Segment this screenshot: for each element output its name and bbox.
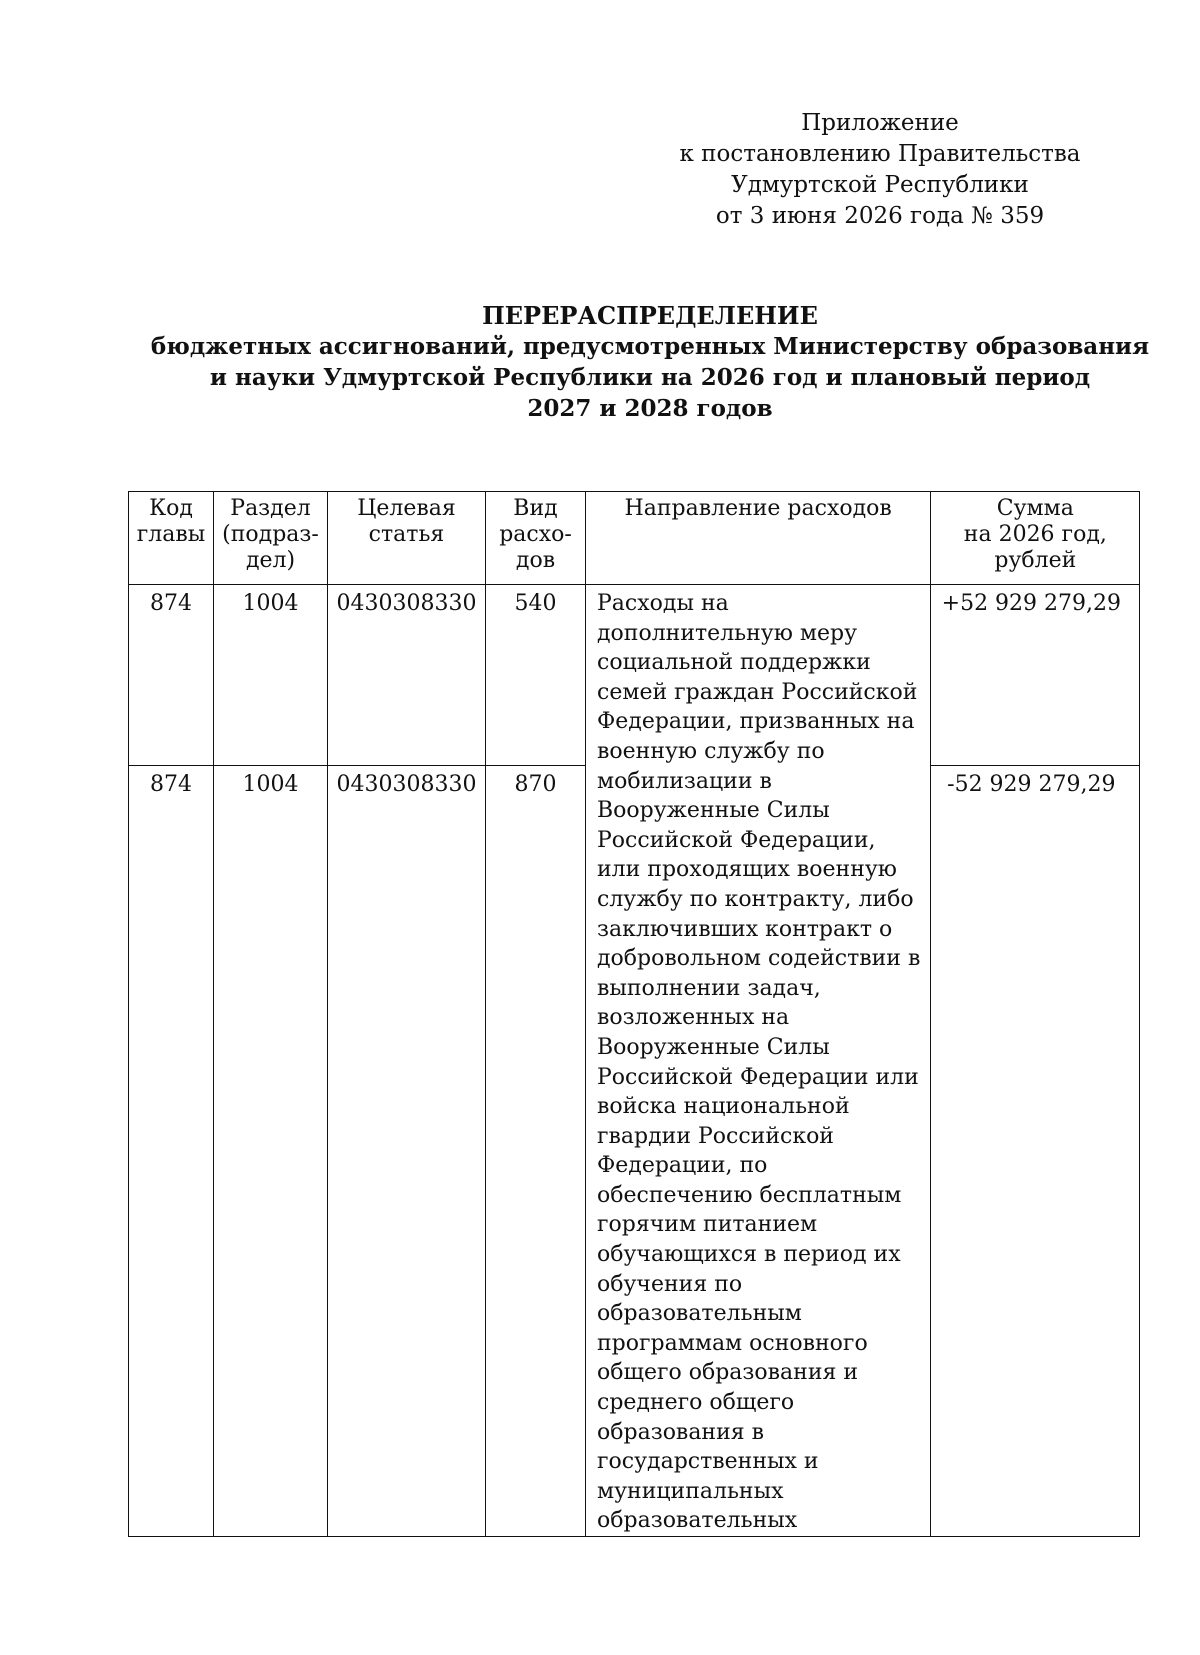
document-title — [150, 300, 1150, 424]
cell-target: 0430308330 — [328, 766, 486, 1537]
title-line-2: бюджетных ассигнований, предусмотренных Министерству образования — [150, 333, 1150, 360]
cell-section: 1004 — [214, 585, 328, 766]
direction-text-line: Вооруженные Силы — [597, 1034, 830, 1060]
direction-text-line: образования в — [597, 1419, 765, 1445]
title-line-1: ПЕРЕРАСПРЕДЕЛЕНИЕ — [482, 301, 818, 330]
direction-text-line: обучения по — [597, 1271, 743, 1297]
table-header-row — [129, 492, 1140, 585]
direction-text-line: Расходы на — [597, 591, 729, 616]
header-amount-line: на 2026 год, — [963, 522, 1107, 547]
appendix-line-3: Удмуртской Республики — [731, 172, 1029, 198]
direction-text-line: заключивших контракт о — [597, 916, 893, 942]
direction-text-line: военную службу по — [597, 738, 825, 764]
direction-text-line: муниципальных — [597, 1478, 784, 1504]
direction-text-line: семей граждан Российской — [597, 679, 918, 705]
direction-text-line: горячим питанием — [597, 1212, 818, 1238]
header-code-line: Код — [149, 496, 193, 521]
appendix-block — [660, 108, 1100, 232]
header-direction — [586, 492, 931, 585]
direction-text-line: государственных и — [597, 1449, 819, 1475]
header-type-line: расхо- — [499, 522, 572, 547]
title-line-3: и науки Удмуртской Республики на 2026 год и плановый период — [209, 364, 1091, 391]
direction-text-line: обучающихся в период их — [597, 1242, 901, 1268]
direction-text-line: или проходящих военную — [597, 857, 897, 883]
header-section-line: (подраз- — [222, 522, 319, 547]
direction-text-line: Вооруженные Силы — [597, 798, 830, 824]
cell-direction — [586, 585, 931, 1537]
direction-text-line: гвардии Российской — [597, 1123, 834, 1149]
direction-text-line: общего образования и — [597, 1360, 859, 1386]
header-section — [214, 492, 328, 585]
cell-amount: -52 929 279,29 — [931, 766, 1140, 1537]
direction-text-line: мобилизации в — [597, 768, 772, 794]
cell-section: 1004 — [214, 766, 328, 1537]
direction-text-line: образовательных — [597, 1508, 798, 1534]
header-code-line: главы — [136, 522, 206, 547]
appendix-line-2: к постановлению Правительства — [679, 141, 1081, 167]
direction-text-line: Российской Федерации или — [597, 1064, 919, 1090]
header-type-line: дов — [515, 548, 556, 573]
header-type-line: Вид — [513, 496, 558, 521]
appendix-line-4: от 3 июня 2026 года № 359 — [715, 203, 1045, 229]
direction-text-line: возложенных на — [597, 1005, 790, 1031]
header-amount-line: рублей — [994, 548, 1077, 573]
direction-text-line: войска национальной — [597, 1094, 850, 1120]
header-type — [486, 492, 586, 585]
direction-text-line: Федерации, по — [597, 1153, 768, 1179]
cell-type: 870 — [486, 766, 586, 1537]
cell-code: 874 — [129, 585, 214, 766]
direction-text-line: программам основного — [597, 1330, 868, 1356]
cell-type: 540 — [486, 585, 586, 766]
title-line-4: 2027 и 2028 годов — [527, 395, 773, 422]
direction-text-line: среднего общего — [597, 1390, 795, 1416]
header-section-line: дел) — [245, 548, 296, 573]
header-code — [129, 492, 214, 585]
header-target — [328, 492, 486, 585]
direction-text-line: образовательным — [597, 1301, 802, 1327]
direction-text-line: службу по контракту, либо — [597, 886, 914, 912]
cell-code: 874 — [129, 766, 214, 1537]
header-target-line: статья — [368, 522, 445, 547]
cell-target: 0430308330 — [328, 585, 486, 766]
reallocation-table — [128, 491, 1140, 1537]
header-section-line: Раздел — [230, 496, 311, 521]
direction-text-line: социальной поддержки — [597, 650, 871, 676]
header-target-line: Целевая — [357, 496, 456, 521]
direction-text-line: добровольном содействии в — [597, 946, 921, 972]
direction-text-line: Федерации, призванных на — [597, 709, 915, 735]
header-amount-line: Сумма — [996, 496, 1074, 521]
direction-text-line: обеспечению бесплатным — [597, 1182, 902, 1208]
direction-text-line: дополнительную меру — [597, 620, 858, 646]
header-amount — [931, 492, 1140, 585]
header-direction-line: Направление расходов — [624, 496, 892, 521]
appendix-line-1: Приложение — [801, 110, 959, 136]
direction-text-line: выполнении задач, — [597, 975, 821, 1001]
direction-text-line: Российской Федерации, — [597, 827, 876, 853]
cell-amount: +52 929 279,29 — [931, 585, 1140, 766]
table-row — [129, 585, 1140, 766]
